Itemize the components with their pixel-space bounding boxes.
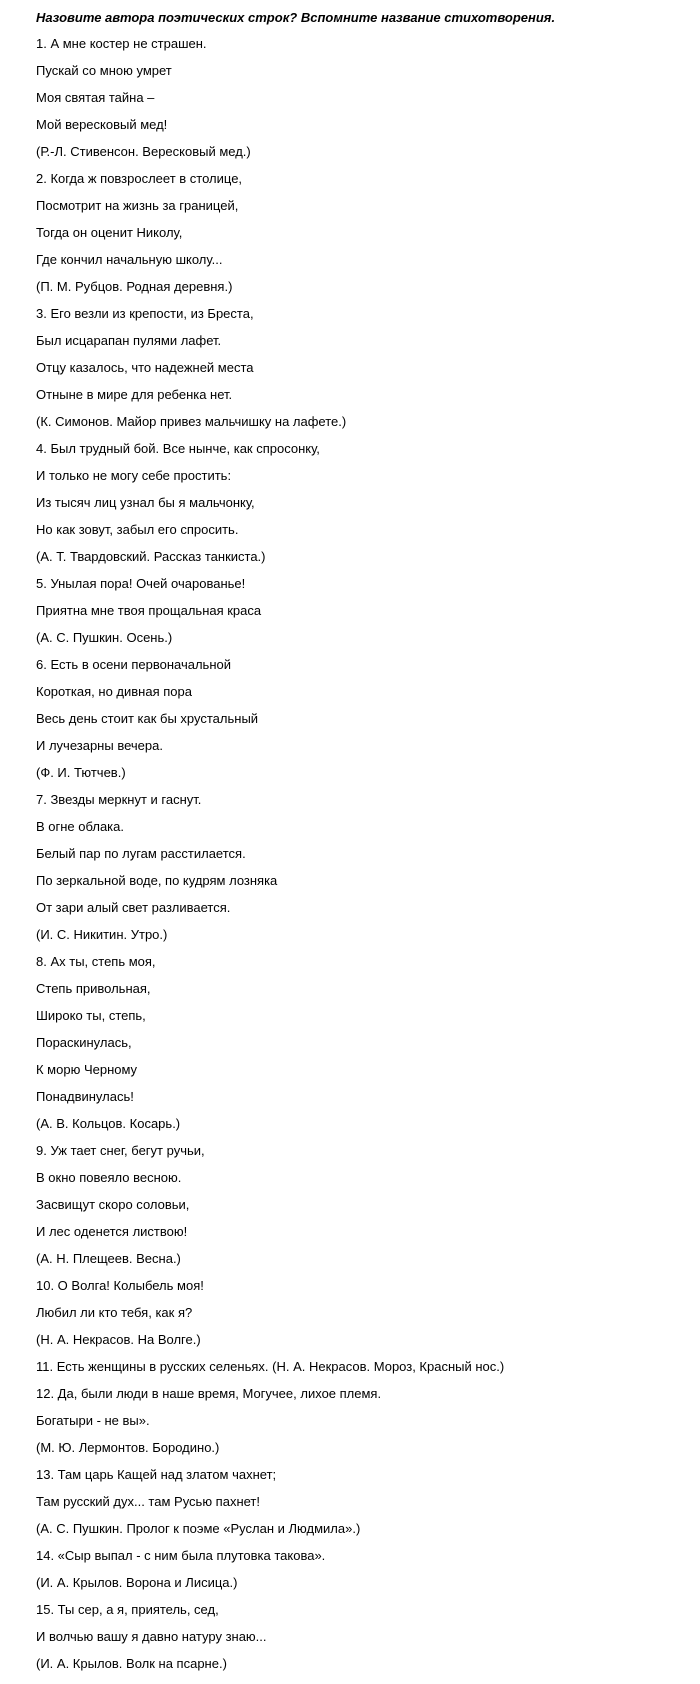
poem-line: В окно повеяло весною. [36, 1170, 182, 1185]
poem-line: Посмотрит на жизнь за границей, [36, 198, 239, 213]
poem-line: (Ф. И. Тютчев.) [36, 765, 126, 780]
document-heading: Назовите автора поэтических строк? Вспомните название стихотворения. [36, 10, 556, 25]
poem-line: 12. Да, были люди в наше время, Могучее, лихое племя. [36, 1386, 382, 1401]
poem-line: (А. С. Пушкин. Осень.) [36, 630, 173, 645]
poem-line: 10. О Волга! Колыбель моя! [36, 1278, 204, 1293]
poem-line: (П. М. Рубцов. Родная деревня.) [36, 279, 233, 294]
poem-line: 7. Звезды меркнут и гаснут. [36, 792, 202, 807]
poem-line: Где кончил начальную школу... [36, 252, 223, 267]
poem-line: Пускай со мною умрет [36, 63, 172, 78]
poem-line: И волчью вашу я давно натуру знаю... [36, 1629, 267, 1644]
poem-line: Засвищут скоро соловьи, [36, 1197, 190, 1212]
poem-line: От зари алый свет разливается. [36, 900, 231, 915]
poem-line: Из тысяч лиц узнал бы я мальчонку, [36, 495, 255, 510]
poem-line: 13. Там царь Кащей над златом чахнет; [36, 1467, 277, 1482]
poem-line: И лучезарны вечера. [36, 738, 163, 753]
poem-line: В огне облака. [36, 819, 124, 834]
poem-line: Мой вересковый мед! [36, 117, 168, 132]
poem-line: 15. Ты сер, а я, приятель, сед, [36, 1602, 219, 1617]
poem-line: Белый пар по лугам расстилается. [36, 846, 246, 861]
poem-line: Степь привольная, [36, 981, 151, 996]
poem-line: 3. Его везли из крепости, из Бреста, [36, 306, 254, 321]
poem-line: Приятна мне твоя прощальная краса [36, 603, 262, 618]
poem-line: Пораскинулась, [36, 1035, 132, 1050]
poem-line: 9. Уж тает снег, бегут ручьи, [36, 1143, 205, 1158]
poem-line: (А. С. Пушкин. Пролог к поэме «Руслан и Людмила».) [36, 1521, 361, 1536]
poem-line: 1. А мне костер не страшен. [36, 36, 207, 51]
poem-line: Тогда он оценит Николу, [36, 225, 183, 240]
poem-line: 8. Ах ты, степь моя, [36, 954, 156, 969]
poem-line: 6. Есть в осени первоначальной [36, 657, 231, 672]
poem-line: 2. Когда ж повзрослеет в столице, [36, 171, 243, 186]
poem-line: (М. Ю. Лермонтов. Бородино.) [36, 1440, 220, 1455]
document-page [36, 10, 676, 1683]
poem-line: (К. Симонов. Майор привез мальчишку на лафете.) [36, 414, 347, 429]
poem-line: 11. Есть женщины в русских селеньях. (Н. А. Некрасов. Мороз, Красный нос.) [36, 1359, 505, 1374]
poem-line: (Н. А. Некрасов. На Волге.) [36, 1332, 201, 1347]
poem-line: Понадвинулась! [36, 1089, 134, 1104]
poem-line: Моя святая тайна – [36, 90, 155, 105]
poem-line: По зеркальной воде, по кудрям лозняка [36, 873, 278, 888]
poem-line: Отцу казалось, что надежней места [36, 360, 254, 375]
poem-line: Но как зовут, забыл его спросить. [36, 522, 239, 537]
poem-line: (А. Н. Плещеев. Весна.) [36, 1251, 181, 1266]
poem-line: (А. В. Кольцов. Косарь.) [36, 1116, 181, 1131]
poem-line: (И. А. Крылов. Волк на псарне.) [36, 1656, 227, 1671]
poem-line: Короткая, но дивная пора [36, 684, 192, 699]
poem-line: (Р.-Л. Стивенсон. Вересковый мед.) [36, 144, 251, 159]
poem-line: 4. Был трудный бой. Все нынче, как спросонку, [36, 441, 320, 456]
poem-line: Любил ли кто тебя, как я? [36, 1305, 193, 1320]
poem-line: Богатыри - не вы». [36, 1413, 150, 1428]
poem-line: (И. С. Никитин. Утро.) [36, 927, 168, 942]
poem-line: И только не могу себе простить: [36, 468, 232, 483]
poem-line: Отныне в мире для ребенка нет. [36, 387, 233, 402]
poem-lines-list [36, 36, 676, 1672]
poem-line: К морю Черному [36, 1062, 138, 1077]
poem-line: (И. А. Крылов. Ворона и Лисица.) [36, 1575, 238, 1590]
poem-line: Там русский дух... там Русью пахнет! [36, 1494, 260, 1509]
poem-line: 14. «Сыр выпал - с ним была плутовка такова». [36, 1548, 326, 1563]
poem-line: Широко ты, степь, [36, 1008, 146, 1023]
poem-line: (А. Т. Твардовский. Рассказ танкиста.) [36, 549, 266, 564]
poem-line: И лес оденется листвою! [36, 1224, 188, 1239]
poem-line: 5. Унылая пора! Очей очарованье! [36, 576, 246, 591]
poem-line: Был исцарапан пулями лафет. [36, 333, 222, 348]
poem-line: Весь день стоит как бы хрустальный [36, 711, 259, 726]
